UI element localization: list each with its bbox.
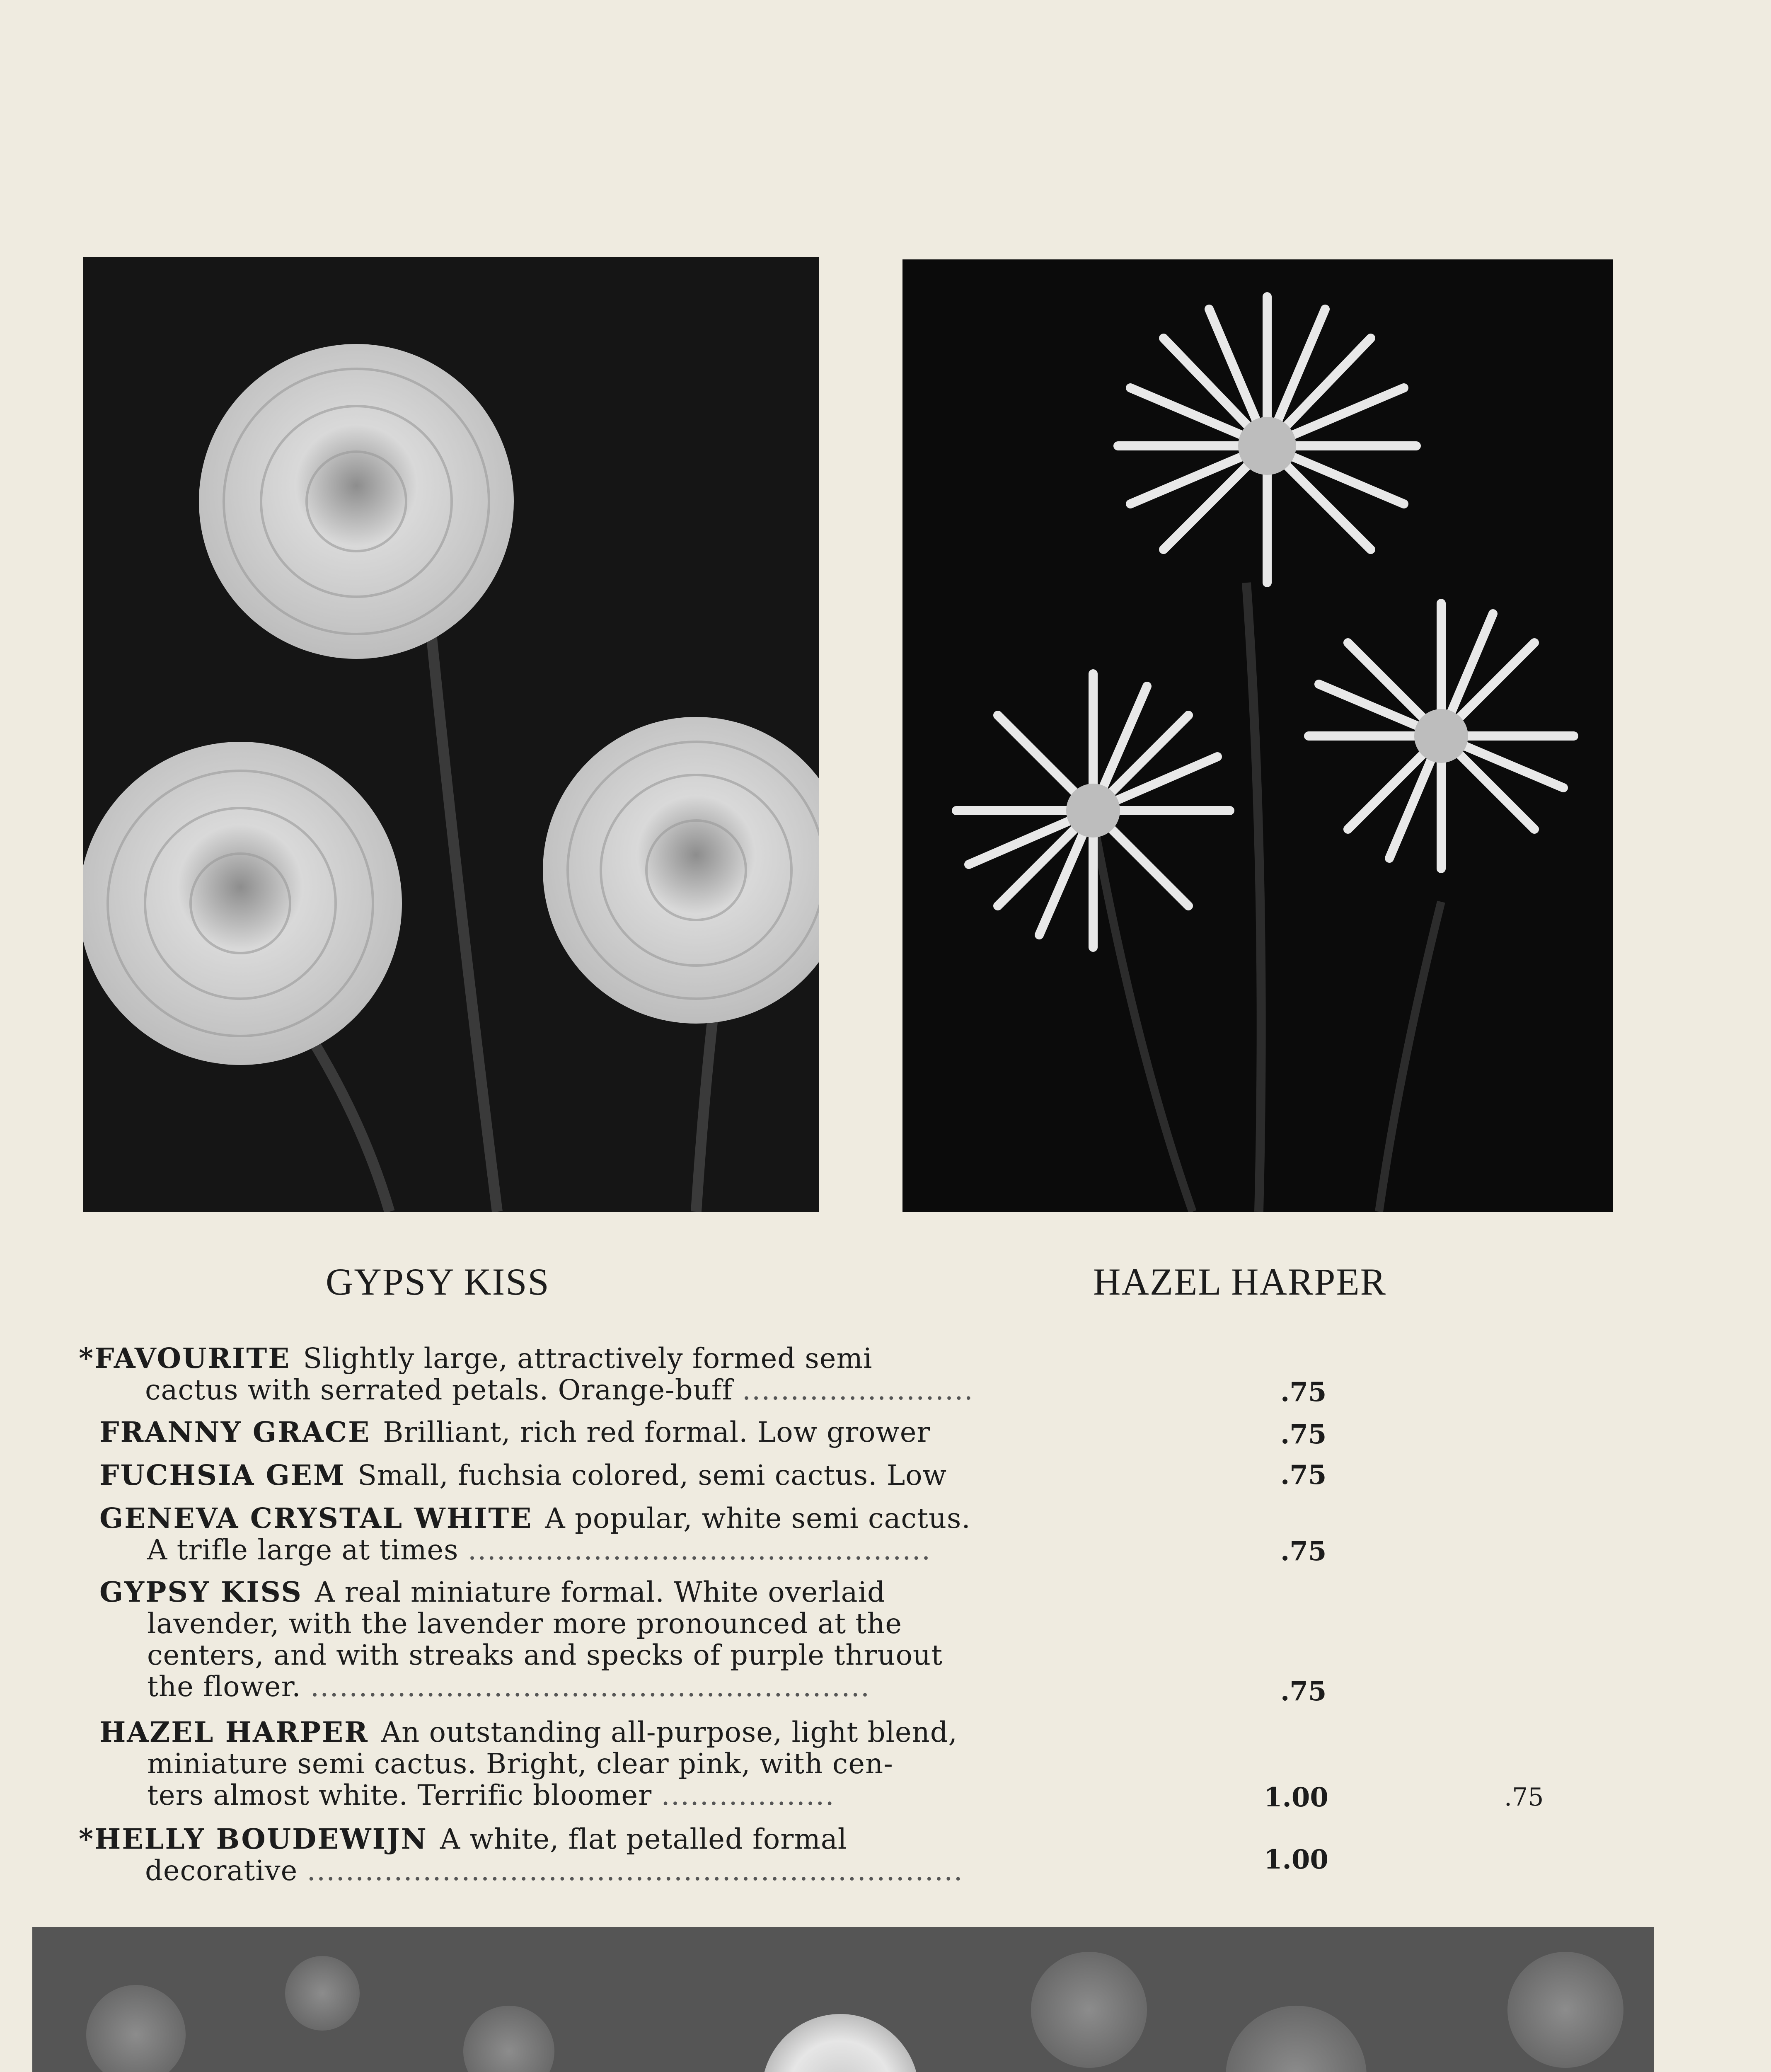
- dahlia-price-list: [79, 1342, 1544, 1897]
- variety-name: GENEVA CRYSTAL WHITE: [99, 1502, 533, 1535]
- list-item: HAZEL HARPER An outstanding all-purpose, light blend, miniature semi cactus. Bright, clear pink, with cen- ters almost white. Terrific bloomer .................. 1.00 .75: [99, 1716, 1544, 1813]
- variety-price-alt: .75: [1504, 1783, 1544, 1812]
- variety-description: Brilliant, rich red formal. Low grower: [383, 1416, 931, 1448]
- variety-description: An outstanding all-purpose, light blend,: [381, 1716, 958, 1748]
- variety-name: *FAVOURITE: [79, 1342, 291, 1375]
- variety-description-cont: A trifle large at times: [147, 1534, 459, 1566]
- list-item: [79, 1459, 1327, 1495]
- variety-price: .75: [1280, 1536, 1327, 1567]
- variety-price: 1.00: [1264, 1844, 1328, 1875]
- variety-price: .75: [1280, 1460, 1327, 1491]
- variety-description-cont: centers, and with streaks and specks of purple thruout: [147, 1639, 943, 1671]
- list-item: *HELLY BOUDEWIJN A white, flat petalled formal decorative .................................................................... 1.00: [79, 1823, 1328, 1887]
- variety-price: 1.00: [1264, 1782, 1328, 1813]
- gypsy-kiss-photo-art: [83, 257, 819, 1212]
- hazel-harper-caption: HAZEL HARPER: [1093, 1261, 1387, 1303]
- variety-name: *HELLY BOUDEWIJN: [79, 1823, 428, 1855]
- variety-description-cont: the flower.: [147, 1670, 301, 1703]
- gypsy-kiss-caption: GYPSY KISS: [326, 1261, 550, 1303]
- variety-description: A popular, white semi cactus.: [545, 1502, 971, 1535]
- list-item: GENEVA CRYSTAL WHITE A popular, white semi cactus. A trifle large at times ................................................ .75: [99, 1502, 1327, 1567]
- variety-description-cont: miniature semi cactus. Bright, clear pink, with cen-: [147, 1748, 893, 1780]
- list-item: [79, 1416, 1327, 1452]
- variety-name: FRANNY GRACE: [99, 1416, 371, 1448]
- variety-price: .75: [1280, 1419, 1327, 1450]
- cascade-cupid-photo-art: [32, 1927, 1654, 2072]
- list-item: GYPSY KISS A real miniature formal. White overlaid lavender, with the lavender more pronounced at the centers, and with streaks and specks of purple thruout the flower. .......................................................... .75: [99, 1576, 1327, 1707]
- variety-description-cont: cactus with serrated petals. Orange-buff: [145, 1374, 733, 1406]
- variety-name: GYPSY KISS: [99, 1576, 302, 1608]
- variety-description: A white, flat petalled formal: [440, 1823, 847, 1855]
- hazel-harper-photo: [902, 259, 1613, 1212]
- gypsy-kiss-photo: [83, 257, 819, 1212]
- variety-description-cont: ters almost white. Terrific bloomer: [147, 1779, 652, 1811]
- variety-name: FUCHSIA GEM: [99, 1459, 346, 1491]
- variety-description: Slightly large, attractively formed semi: [303, 1342, 873, 1375]
- cascade-cupid-photo: [32, 1927, 1654, 2072]
- variety-description-cont: decorative: [145, 1854, 298, 1887]
- variety-description-cont: lavender, with the lavender more pronounced at the: [147, 1607, 902, 1640]
- variety-price: .75: [1280, 1676, 1327, 1707]
- hazel-harper-photo-art: [902, 259, 1613, 1212]
- variety-description: A real miniature formal. White overlaid: [315, 1576, 886, 1608]
- list-item: *FAVOURITE Slightly large, attractively formed semi cactus with serrated petals. Orange-buff ........................ .75: [79, 1342, 1327, 1408]
- variety-description: Small, fuchsia colored, semi cactus. Low: [358, 1459, 947, 1491]
- variety-name: HAZEL HARPER: [99, 1716, 369, 1748]
- variety-price: .75: [1280, 1377, 1327, 1408]
